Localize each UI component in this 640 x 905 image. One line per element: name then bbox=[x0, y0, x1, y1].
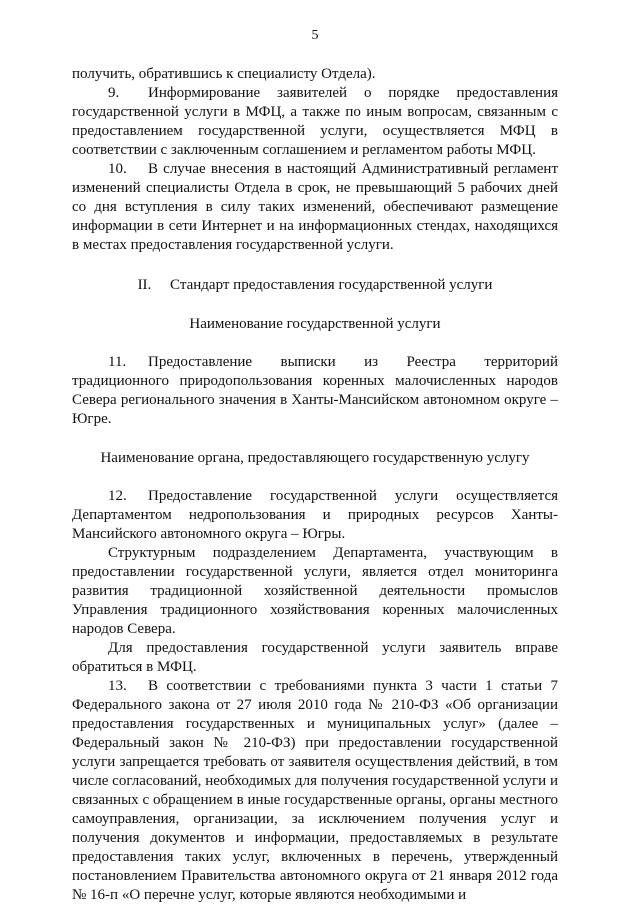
paragraph-9-text: Информирование заявителей о порядке предоставления государственной услуги в МФЦ, а также по иным вопросам, связанным с предоставлением государственной услуги, осуществляется МФЦ в соответствии с заключенным соглашением и регламентом работы МФЦ. bbox=[72, 85, 558, 158]
paragraph-12-number: 12. bbox=[108, 488, 127, 504]
paragraph-10-text: В случае внесения в настоящий Административный регламент изменений специалисты Отдела в срок, не превышающий 5 рабочих дней со дня вступления в силу таких изменений, обеспечивают размещение информации в сети Интернет и на информационных стендах, находящихся в местах предоставления государственной услуги. bbox=[72, 161, 558, 253]
paragraph-12-text: Предоставление государственной услуги осуществляется Департаментом недропользования и природных ресурсов Ханты-Мансийского автономного округа – Югры. bbox=[72, 488, 558, 542]
paragraph-11-number: 11. bbox=[108, 354, 127, 370]
paragraph-13-text: В соответствии с требованиями пункта 3 части 1 статьи 7 Федерального закона от 27 июля 2010 года № 210-ФЗ «Об организации предоставления государственных и муниципальных услуг» (далее – Федеральный закон № 210-ФЗ) при предоставлении государственной услуги запрещается требовать от заявителя осуществления действий, в том числе согласований, необходимых для получения государственной услуги и связанных с обращением в иные государственные органы, органы местного самоуправления, организации, за исключением получения услуг и получения документов и информации, предоставляемых в результате предоставления таких услуг, включенных в перечень, утвержденный постановлением Правительства автономного округа от 21 января 2012 года № 16-п «О перечне услуг, которые являются необходимыми и bbox=[72, 678, 558, 903]
section-2-title: II. Стандарт предоставления государственной услуги bbox=[137, 277, 493, 293]
paragraph-10-number: 10. bbox=[108, 161, 127, 177]
page-number: 5 bbox=[311, 28, 319, 43]
paragraph-9 bbox=[72, 84, 558, 160]
paragraph-11-text: Предоставление выписки из Реестра территорий традиционного природопользования коренных малочисленных народов Севера регионального значения в Ханты-Мансийском автономном округе – Югре. bbox=[72, 354, 558, 427]
document-page bbox=[72, 26, 558, 905]
paragraph-9-number: 9. bbox=[108, 85, 120, 101]
subtitle-authority-name: Наименование органа, предоставляющего государственную услугу bbox=[100, 450, 530, 466]
paragraph-11 bbox=[72, 353, 558, 429]
paragraph-13-number: 13. bbox=[108, 678, 127, 694]
subtitle-service-name: Наименование государственной услуги bbox=[189, 316, 441, 332]
paragraph-10 bbox=[72, 160, 558, 255]
paragraph-13 bbox=[72, 677, 558, 905]
paragraph-12-mfc: Для предоставления государственной услуги заявитель вправе обратиться в МФЦ. bbox=[72, 640, 558, 675]
paragraph-12-structural-unit: Структурным подразделением Департамента, участвующим в предоставлении государственной услуги, является отдел мониторинга развития традиционной хозяйственной деятельности промыслов Управления традиционного хозяйствования коренных малочисленных народов Севера. bbox=[72, 545, 558, 637]
paragraph-12 bbox=[72, 487, 558, 544]
paragraph-continuation: получить, обратившись к специалисту Отдела). bbox=[72, 66, 376, 82]
